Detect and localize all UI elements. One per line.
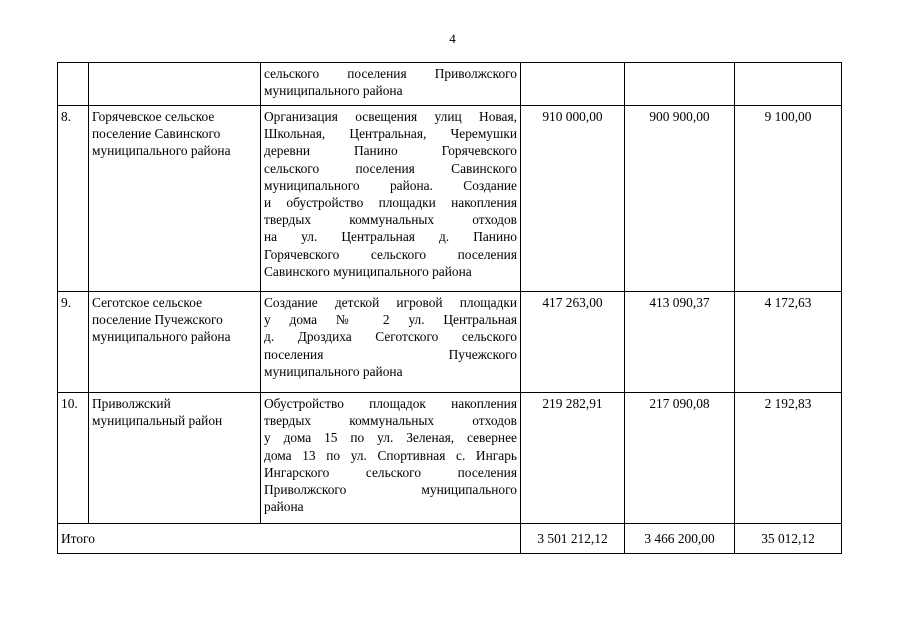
description-line: твердых коммунальных отходов <box>264 413 517 429</box>
total-amount: 910 000,00 <box>521 106 625 292</box>
recipient-name: Сеготское сельское поселение Пучежского муниципального района <box>89 292 261 393</box>
total-cell <box>521 63 625 106</box>
row-number: 10. <box>58 393 89 524</box>
description-line: Организация освещения улиц Новая, <box>264 109 517 124</box>
description-line: и обустройство площадки накопления <box>264 195 517 211</box>
description-line: на ул. Центральная д. Панино <box>264 229 517 245</box>
local-amount: 4 172,63 <box>735 292 842 393</box>
total-amount: 417 263,00 <box>521 292 625 393</box>
description-line: Савинского муниципального района <box>264 263 472 279</box>
description-line: муниципального района. Создание <box>264 177 517 193</box>
description-line: Горячевского сельского поселения <box>264 246 517 262</box>
table-row <box>58 393 842 524</box>
description-line: д. Дроздиха Сеготского сельского <box>264 329 517 345</box>
recipient-cell <box>89 63 261 106</box>
row-number: 8. <box>58 106 89 292</box>
regional-cell <box>625 63 735 106</box>
total-amount: 219 282,91 <box>521 393 625 524</box>
description-line: Создание детской игровой площадки <box>264 295 517 310</box>
description-line: поселения Пучежского <box>264 346 517 362</box>
local-amount: 2 192,83 <box>735 393 842 524</box>
description-line: Школьная, Центральная, Черемушки <box>264 126 517 142</box>
description-line: района <box>264 499 304 515</box>
description-line: Приволжского муниципального <box>264 482 517 498</box>
row-number: 9. <box>58 292 89 393</box>
description-cell <box>261 393 521 524</box>
description-line: сельского поселения Приволжского <box>264 66 517 81</box>
description-cell <box>261 292 521 393</box>
local-amount: 9 100,00 <box>735 106 842 292</box>
description-line: Обустройство площадок накопления <box>264 396 517 411</box>
totals-local-amount: 35 012,12 <box>735 524 842 554</box>
description-cell <box>261 106 521 292</box>
recipient-name: Приволжский муниципальный район <box>89 393 261 524</box>
table-row <box>58 106 842 292</box>
subsidy-table <box>57 62 842 554</box>
description-cell <box>261 63 521 106</box>
local-cell <box>735 63 842 106</box>
totals-row <box>58 524 842 554</box>
regional-amount: 900 900,00 <box>625 106 735 292</box>
totals-label: Итого <box>58 524 521 554</box>
description-line: муниципального района <box>264 83 403 99</box>
totals-total-amount: 3 501 212,12 <box>521 524 625 554</box>
description-line: дома 13 по ул. Спортивная с. Ингарь <box>264 447 517 463</box>
regional-amount: 217 090,08 <box>625 393 735 524</box>
description-line: муниципального района <box>264 363 403 379</box>
description-line: сельского поселения Савинского <box>264 160 517 176</box>
regional-amount: 413 090,37 <box>625 292 735 393</box>
description-line: деревни Панино Горячевского <box>264 143 517 159</box>
totals-regional-amount: 3 466 200,00 <box>625 524 735 554</box>
table-row-continuation <box>58 63 842 106</box>
page-number: 4 <box>449 31 456 46</box>
table-row <box>58 292 842 393</box>
num-cell <box>58 63 89 106</box>
description-line: твердых коммунальных отходов <box>264 212 517 228</box>
recipient-name: Горячевское сельское поселение Савинского муниципального района <box>89 106 261 292</box>
description-line: у дома 15 по ул. Зеленая, севернее <box>264 430 517 446</box>
description-line: у дома № 2 ул. Центральная <box>264 312 517 328</box>
description-line: Ингарского сельского поселения <box>264 464 517 480</box>
